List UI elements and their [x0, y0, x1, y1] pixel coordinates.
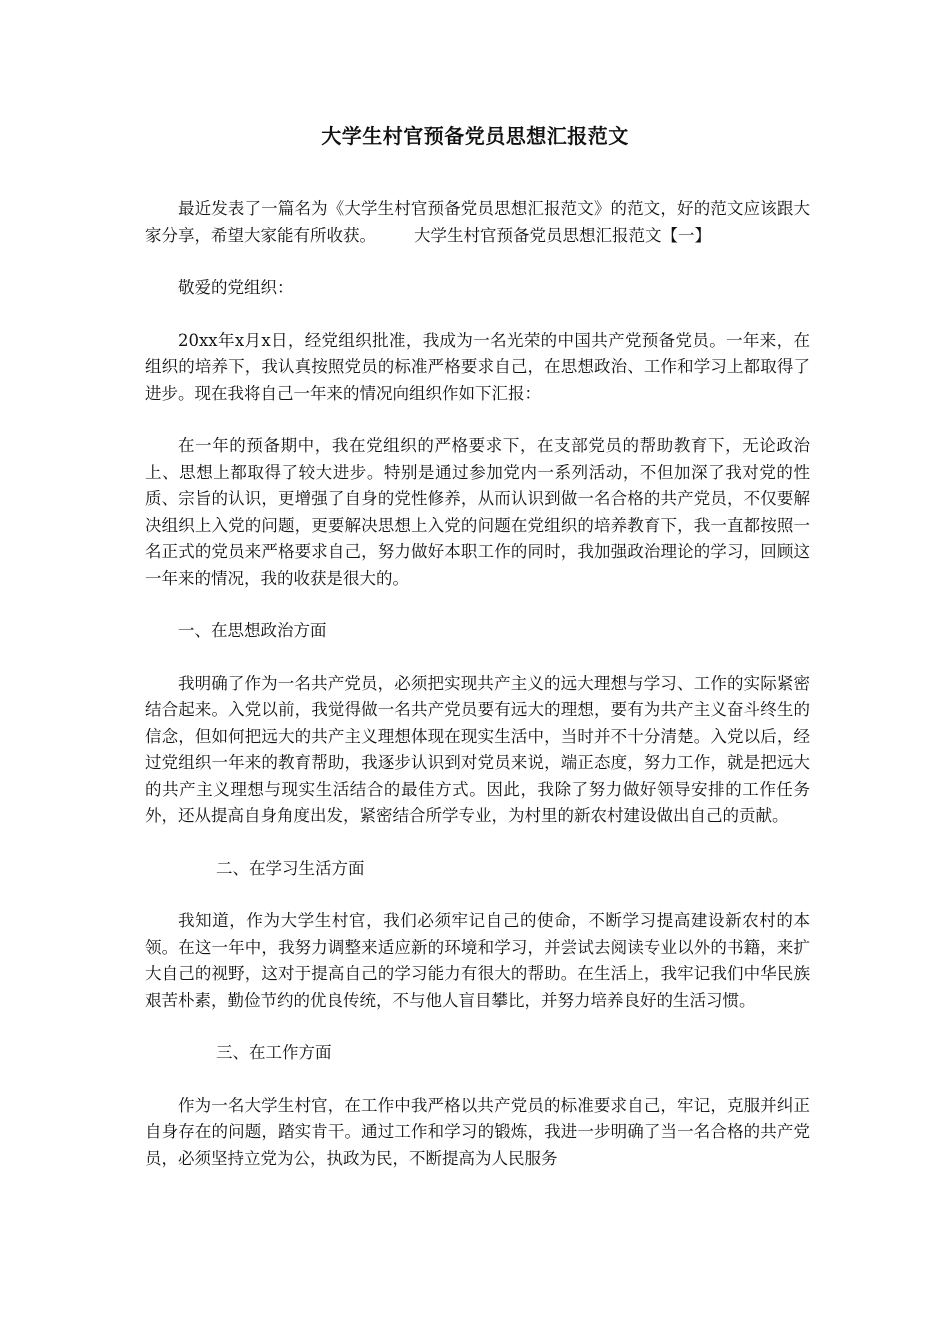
section-3-heading: 三、在工作方面	[215, 1043, 332, 1062]
section-2-heading: 二、在学习生活方面	[215, 858, 365, 878]
paragraph-2: 在一年的预备期中，我在党组织的严格要求下，在支部党员的帮助教育下，无论政治上、思想上都取得了较大进步。特别是通过参加党内一系列活动，不但加深了我对党的性质、宗旨的认识，更增强了自身的党性修养，从而认识到做一名合格的共产党员，不仅要解决组织上入党的问题，更要解决思想上入党的问题在党组织的培养教育下，我一直都按照一名正式的党员来严格要求自己，努力做好本职工作的同时，我加强政治理论的学习，回顾这一年来的情况，我的收获是很大的。	[145, 436, 810, 588]
paragraph-1: 20xx年x月x日，经党组织批准，我成为一名光荣的中国共产党预备党员。一年来，在组织的培养下，我认真按照党员的标准严格要求自己，在思想政治、工作和学习上都取得了进步。现在我将自己一年来的情况向组织作如下汇报：	[145, 330, 810, 403]
document-title: 大学生村官预备党员思想汇报范文	[321, 124, 629, 148]
intro-section-label: 大学生村官预备党员思想汇报范文【一】	[414, 225, 711, 245]
section-1-heading: 一、在思想政治方面	[178, 621, 327, 640]
salutation: 敬爱的党组织：	[178, 278, 294, 297]
intro-paragraph	[145, 196, 810, 249]
section-2-body: 我知道，作为大学生村官，我们必须牢记自己的使命，不断学习提高建设新农村的本领。在这一年中，我努力调整来适应新的环境和学习，并尝试去阅读专业以外的书籍，来扩大自己的视野，这对于提高自己的学习能力有很大的帮助。在生活上，我牢记我们中华民族艰苦朴素，勤俭节约的优良传统，不与他人盲目攀比，并努力培养良好的生活习惯。	[145, 911, 810, 1010]
section-1-body: 我明确了作为一名共产党员，必须把实现共产主义的远大理想与学习、工作的实际紧密结合起来。入党以前，我觉得做一名共产党员要有远大的理想，要有为共产主义奋斗终生的信念，但如何把远大的共产主义理想体现在现实生活中，当时并不十分清楚。入党以后，经过党组织一年来的教育帮助，我逐步认识到对党员来说，端正态度，努力工作，就是把远大的共产主义理想与现实生活结合的最佳方式。因此，我除了努力做好领导安排的工作任务外，还从提高自身角度出发，紧密结合所学专业，为村里的新农村建设做出自己的贡献。	[145, 673, 810, 825]
section-3-body: 作为一名大学生村官，在工作中我严格以共产党员的标准要求自己，牢记，克服并纠正自身存在的问题，踏实肯干。通过工作和学习的锻炼，我进一步明确了当一名合格的共产党员，必须坚持立党为公，执政为民，不断提高为人民服务	[145, 1095, 810, 1168]
intro-text: 最近发表了一篇名为《大学生村官预备党员思想汇报范文》的范文，好的范文应该跟大家分享，希望大家能有所收获。	[145, 199, 810, 245]
document-body	[145, 196, 810, 1198]
